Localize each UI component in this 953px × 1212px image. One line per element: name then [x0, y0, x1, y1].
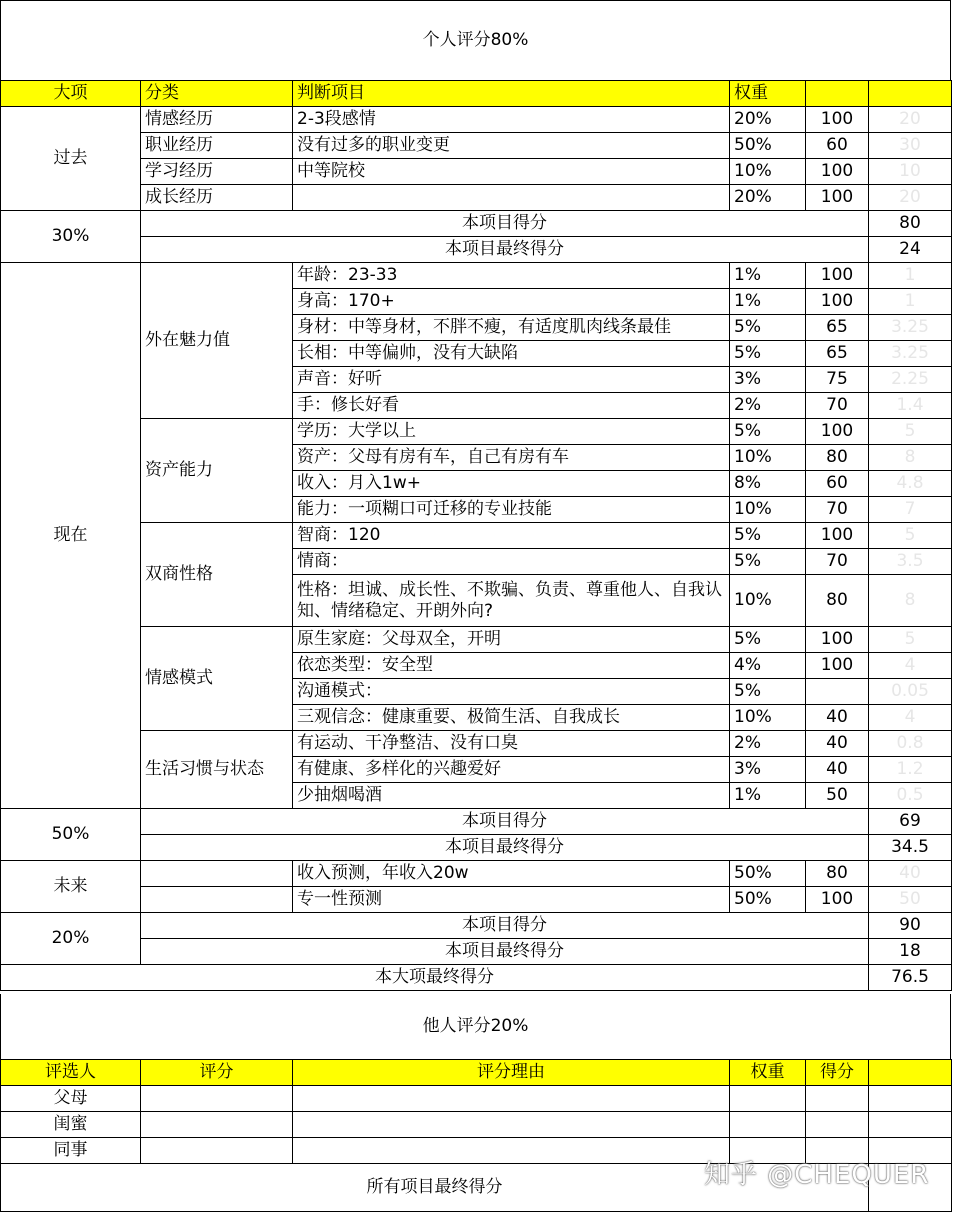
final-label: 本项目最终得分 — [141, 939, 869, 965]
rater-extra[interactable] — [869, 1086, 952, 1112]
score-cell[interactable]: 70 — [806, 497, 869, 523]
weighted-cell: 1.4 — [869, 393, 952, 419]
weight-cell[interactable]: 1% — [730, 289, 806, 315]
class-cell: 成长经历 — [141, 185, 293, 211]
weight-cell[interactable]: 10% — [730, 159, 806, 185]
all-final-label: 所有项目最终得分 — [1, 1164, 869, 1212]
header-item: 判断项目 — [293, 81, 730, 107]
weight-cell[interactable]: 1% — [730, 263, 806, 289]
weighted-cell: 0.05 — [869, 679, 952, 705]
class-cell: 外在魅力值 — [141, 263, 293, 419]
item-cell[interactable]: 收入：月入1w+ — [293, 471, 730, 497]
score-cell[interactable]: 100 — [806, 159, 869, 185]
rater-score[interactable] — [141, 1112, 293, 1138]
personal-title-frame — [0, 0, 951, 80]
subtotal-value: 69 — [869, 809, 952, 835]
weight-cell[interactable]: 2% — [730, 731, 806, 757]
item-cell[interactable]: 长相：中等偏帅，没有大缺陷 — [293, 341, 730, 367]
weighted-cell: 1.2 — [869, 757, 952, 783]
weight-cell[interactable]: 50% — [730, 861, 806, 887]
weight-cell[interactable]: 50% — [730, 887, 806, 913]
item-cell[interactable]: 资产：父母有房有车，自己有房有车 — [293, 445, 730, 471]
weighted-cell: 50 — [869, 887, 952, 913]
weight-cell[interactable]: 10% — [730, 705, 806, 731]
weighted-cell: 40 — [869, 861, 952, 887]
weighted-cell: 8 — [869, 575, 952, 627]
weight-cell[interactable]: 4% — [730, 653, 806, 679]
item-cell[interactable]: 学历：大学以上 — [293, 419, 730, 445]
score-cell[interactable]: 100 — [806, 627, 869, 653]
category-future: 未来 — [1, 861, 141, 913]
weight-cell[interactable]: 5% — [730, 523, 806, 549]
item-cell[interactable]: 没有过多的职业变更 — [293, 133, 730, 159]
subtotal-value: 90 — [869, 913, 952, 939]
pct-past: 30% — [1, 211, 141, 263]
score-cell[interactable]: 50 — [806, 783, 869, 809]
item-cell[interactable]: 身高：170+ — [293, 289, 730, 315]
header-weighted — [869, 81, 952, 107]
watermark: 知乎 @CHEQUER — [704, 1160, 930, 1190]
weighted-cell: 8 — [869, 445, 952, 471]
weight-cell[interactable]: 5% — [730, 341, 806, 367]
weighted-cell: 20 — [869, 185, 952, 211]
score-cell[interactable]: 100 — [806, 523, 869, 549]
rater-reason[interactable] — [293, 1112, 730, 1138]
class-cell: 情感模式 — [141, 627, 293, 731]
final-label: 本项目最终得分 — [141, 237, 869, 263]
final-label: 本项目最终得分 — [141, 835, 869, 861]
rater-score[interactable] — [141, 1138, 293, 1164]
category-present: 现在 — [1, 263, 141, 809]
score-cell[interactable]: 60 — [806, 471, 869, 497]
score-cell[interactable]: 65 — [806, 341, 869, 367]
score-cell[interactable]: 70 — [806, 549, 869, 575]
item-cell[interactable]: 年龄：23-33 — [293, 263, 730, 289]
rater-extra[interactable] — [869, 1112, 952, 1138]
grand-value: 76.5 — [869, 965, 952, 991]
others-title: 他人评分20% — [422, 1016, 529, 1036]
subtotal-label: 本项目得分 — [141, 211, 869, 237]
rater-name: 闺蜜 — [1, 1112, 141, 1138]
weighted-cell: 20 — [869, 107, 952, 133]
subtotal-label: 本项目得分 — [141, 809, 869, 835]
class-cell: 生活习惯与状态 — [141, 731, 293, 809]
weight-cell[interactable]: 3% — [730, 757, 806, 783]
others-header-rater: 评选人 — [1, 1060, 141, 1086]
weight-cell[interactable]: 5% — [730, 679, 806, 705]
item-cell[interactable]: 沟通模式： — [293, 679, 730, 705]
weight-cell[interactable]: 20% — [730, 185, 806, 211]
score-cell[interactable]: 80 — [806, 861, 869, 887]
weighted-cell: 5 — [869, 627, 952, 653]
score-cell[interactable]: 100 — [806, 419, 869, 445]
rater-weight[interactable] — [730, 1086, 806, 1112]
item-cell[interactable]: 三观信念：健康重要、极简生活、自我成长 — [293, 705, 730, 731]
score-cell[interactable]: 100 — [806, 263, 869, 289]
weight-cell[interactable]: 2% — [730, 393, 806, 419]
item-cell[interactable] — [293, 185, 730, 211]
score-cell[interactable]: 40 — [806, 705, 869, 731]
item-cell[interactable]: 收入预测，年收入20w — [293, 861, 730, 887]
pct-present: 50% — [1, 809, 141, 861]
pct-future: 20% — [1, 913, 141, 965]
weighted-cell: 1 — [869, 289, 952, 315]
score-cell[interactable]: 80 — [806, 445, 869, 471]
score-cell[interactable]: 100 — [806, 289, 869, 315]
class-cell: 学习经历 — [141, 159, 293, 185]
score-cell[interactable]: 80 — [806, 575, 869, 627]
item-cell[interactable]: 智商：120 — [293, 523, 730, 549]
class-cell: 双商性格 — [141, 523, 293, 627]
class-cell — [141, 887, 293, 913]
item-cell[interactable]: 中等院校 — [293, 159, 730, 185]
weighted-cell: 0.8 — [869, 731, 952, 757]
item-cell[interactable]: 依恋类型：安全型 — [293, 653, 730, 679]
personal-score-table — [0, 80, 952, 991]
weighted-cell: 2.25 — [869, 367, 952, 393]
item-cell[interactable]: 2-3段感情 — [293, 107, 730, 133]
final-value: 24 — [869, 237, 952, 263]
rater-reason[interactable] — [293, 1138, 730, 1164]
weighted-cell: 5 — [869, 523, 952, 549]
weighted-cell: 4 — [869, 705, 952, 731]
weight-cell[interactable]: 50% — [730, 133, 806, 159]
weight-cell[interactable]: 5% — [730, 419, 806, 445]
weighted-cell: 3.25 — [869, 341, 952, 367]
weighted-cell: 7 — [869, 497, 952, 523]
weight-cell[interactable]: 5% — [730, 549, 806, 575]
rater-points[interactable] — [806, 1112, 869, 1138]
personal-title: 个人评分80% — [422, 30, 529, 50]
header-score — [806, 81, 869, 107]
item-cell[interactable]: 专一性预测 — [293, 887, 730, 913]
others-header-points: 得分 — [806, 1060, 869, 1086]
weighted-cell: 10 — [869, 159, 952, 185]
score-cell[interactable]: 100 — [806, 107, 869, 133]
header-category: 大项 — [1, 81, 141, 107]
class-cell: 职业经历 — [141, 133, 293, 159]
item-cell[interactable]: 有健康、多样化的兴趣爱好 — [293, 757, 730, 783]
others-title-frame — [0, 994, 951, 1059]
weighted-cell: 5 — [869, 419, 952, 445]
item-cell[interactable]: 手：修长好看 — [293, 393, 730, 419]
score-cell[interactable]: 100 — [806, 653, 869, 679]
header-class: 分类 — [141, 81, 293, 107]
subtotal-label: 本项目得分 — [141, 913, 869, 939]
score-cell[interactable]: 40 — [806, 731, 869, 757]
weighted-cell: 3.5 — [869, 549, 952, 575]
rater-reason[interactable] — [293, 1086, 730, 1112]
weight-cell[interactable]: 5% — [730, 627, 806, 653]
others-header-score: 评分 — [141, 1060, 293, 1086]
item-cell[interactable]: 性格：坦诚、成长性、不欺骗、负责、尊重他人、自我认知、情绪稳定、开朗外向? — [293, 575, 730, 627]
class-cell: 资产能力 — [141, 419, 293, 523]
header-weight: 权重 — [730, 81, 806, 107]
class-cell — [141, 861, 293, 887]
item-cell[interactable]: 情商： — [293, 549, 730, 575]
weight-cell[interactable]: 5% — [730, 315, 806, 341]
item-cell[interactable]: 有运动、干净整洁、没有口臭 — [293, 731, 730, 757]
score-cell[interactable]: 75 — [806, 367, 869, 393]
grand-label: 本大项最终得分 — [1, 965, 869, 991]
weighted-cell: 4 — [869, 653, 952, 679]
category-past: 过去 — [1, 107, 141, 211]
item-cell[interactable]: 声音：好听 — [293, 367, 730, 393]
score-cell[interactable] — [806, 679, 869, 705]
weight-cell[interactable]: 3% — [730, 367, 806, 393]
others-header-blank — [869, 1060, 952, 1086]
score-cell[interactable]: 40 — [806, 757, 869, 783]
score-cell[interactable]: 60 — [806, 133, 869, 159]
weight-cell[interactable]: 8% — [730, 471, 806, 497]
weighted-cell: 30 — [869, 133, 952, 159]
class-cell: 情感经历 — [141, 107, 293, 133]
rater-points[interactable] — [806, 1086, 869, 1112]
score-cell[interactable]: 70 — [806, 393, 869, 419]
final-value: 34.5 — [869, 835, 952, 861]
rater-weight[interactable] — [730, 1112, 806, 1138]
score-cell[interactable]: 100 — [806, 887, 869, 913]
item-cell[interactable]: 能力：一项糊口可迁移的专业技能 — [293, 497, 730, 523]
weighted-cell: 1 — [869, 263, 952, 289]
others-header-reason: 评分理由 — [293, 1060, 730, 1086]
item-cell[interactable]: 原生家庭：父母双全，开明 — [293, 627, 730, 653]
score-cell[interactable]: 65 — [806, 315, 869, 341]
weight-cell[interactable]: 10% — [730, 575, 806, 627]
score-cell[interactable]: 100 — [806, 185, 869, 211]
subtotal-value: 80 — [869, 211, 952, 237]
weight-cell[interactable]: 1% — [730, 783, 806, 809]
weighted-cell: 4.8 — [869, 471, 952, 497]
weighted-cell: 3.25 — [869, 315, 952, 341]
weight-cell[interactable]: 20% — [730, 107, 806, 133]
final-value: 18 — [869, 939, 952, 965]
weight-cell[interactable]: 10% — [730, 497, 806, 523]
weight-cell[interactable]: 10% — [730, 445, 806, 471]
others-header-weight: 权重 — [730, 1060, 806, 1086]
rater-name: 父母 — [1, 1086, 141, 1112]
rater-name: 同事 — [1, 1138, 141, 1164]
rater-score[interactable] — [141, 1086, 293, 1112]
item-cell[interactable]: 身材：中等身材，不胖不瘦，有适度肌肉线条最佳 — [293, 315, 730, 341]
weighted-cell: 0.5 — [869, 783, 952, 809]
item-cell[interactable]: 少抽烟喝酒 — [293, 783, 730, 809]
